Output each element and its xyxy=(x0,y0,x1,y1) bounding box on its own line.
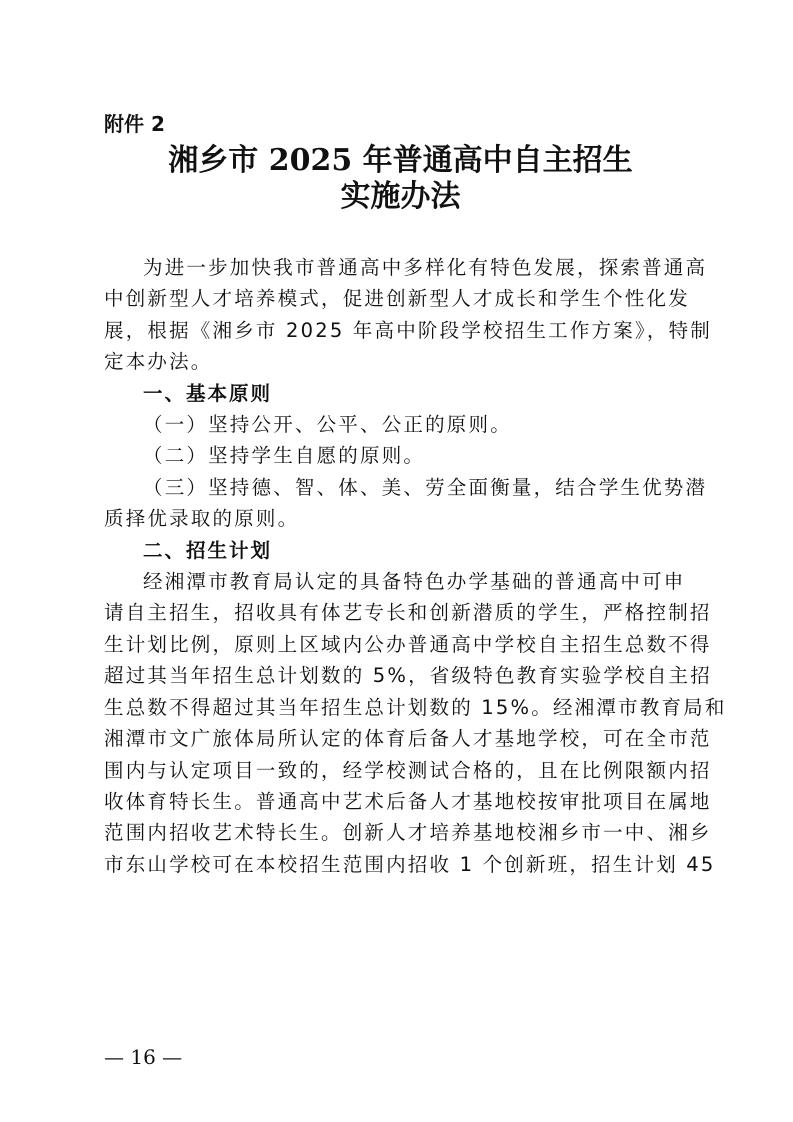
document-title-line-2: 实施办法 xyxy=(340,179,461,214)
plan-line: 收体育特长生。普通高中艺术后备人才基地校按审批项目在属地 xyxy=(104,789,712,813)
principle-item xyxy=(104,440,694,471)
plan-paragraph xyxy=(104,566,727,880)
plan-line: 围内与认定项目一致的，经学校测试合格的，且在比例限额内招 xyxy=(104,758,712,782)
plan-line: 生总数不得超过其当年招生总计划数的 15%。经湘潭市教育局和 xyxy=(104,695,727,719)
principle-line: 质择优录取的原则。 xyxy=(104,507,300,531)
plan-line: 请自主招生，招收具有体艺专长和创新潜质的学生，严格控制招 xyxy=(104,601,712,625)
section-heading-principles: 一、基本原则 xyxy=(143,381,273,405)
section-heading-plan: 二、招生计划 xyxy=(143,538,273,562)
plan-line: 经湘潭市教育局认定的具备特色办学基础的普通高中可申 xyxy=(143,570,686,594)
intro-line: 中创新型人才培养模式，促进创新型人才成长和学生个性化发 xyxy=(104,287,690,311)
page-number: — 16 — xyxy=(104,1045,183,1069)
plan-line: 湘潭市文广旅体局所认定的体育后备人才基地学校，可在全市范 xyxy=(104,727,712,751)
plan-line: 超过其当年招生总计划数的 5%，省级特色教育实验学校自主招 xyxy=(104,664,712,688)
intro-line: 定本办法。 xyxy=(104,350,213,374)
plan-line: 生计划比例，原则上区域内公办普通高中学校自主招生总数不得 xyxy=(104,632,712,656)
intro-paragraph xyxy=(104,252,712,378)
principle-line: （三）坚持德、智、体、美、劳全面衡量，结合学生优势潜 xyxy=(143,475,708,499)
plan-line: 市东山学校可在本校招生范围内招收 1 个创新班，招生计划 45 xyxy=(104,852,716,876)
principle-line: （一）坚持公开、公平、公正的原则。 xyxy=(143,413,512,437)
attachment-label: 附件 2 xyxy=(104,112,165,136)
plan-line: 范围内招收艺术特长生。创新人才培养基地校湘乡市一中、湘乡 xyxy=(104,821,712,845)
intro-line: 展，根据《湘乡市 2025 年高中阶段学校招生工作方案》，特制 xyxy=(104,318,712,342)
principle-line: （二）坚持学生自愿的原则。 xyxy=(143,444,426,468)
document-body xyxy=(104,252,727,880)
principle-item xyxy=(104,409,694,440)
document-title-line-1: 湘乡市 2025 年普通高中自主招生 xyxy=(168,143,633,178)
intro-line: 为进一步加快我市普通高中多样化有特色发展，探索普通高 xyxy=(143,256,708,279)
principle-item xyxy=(104,472,708,535)
